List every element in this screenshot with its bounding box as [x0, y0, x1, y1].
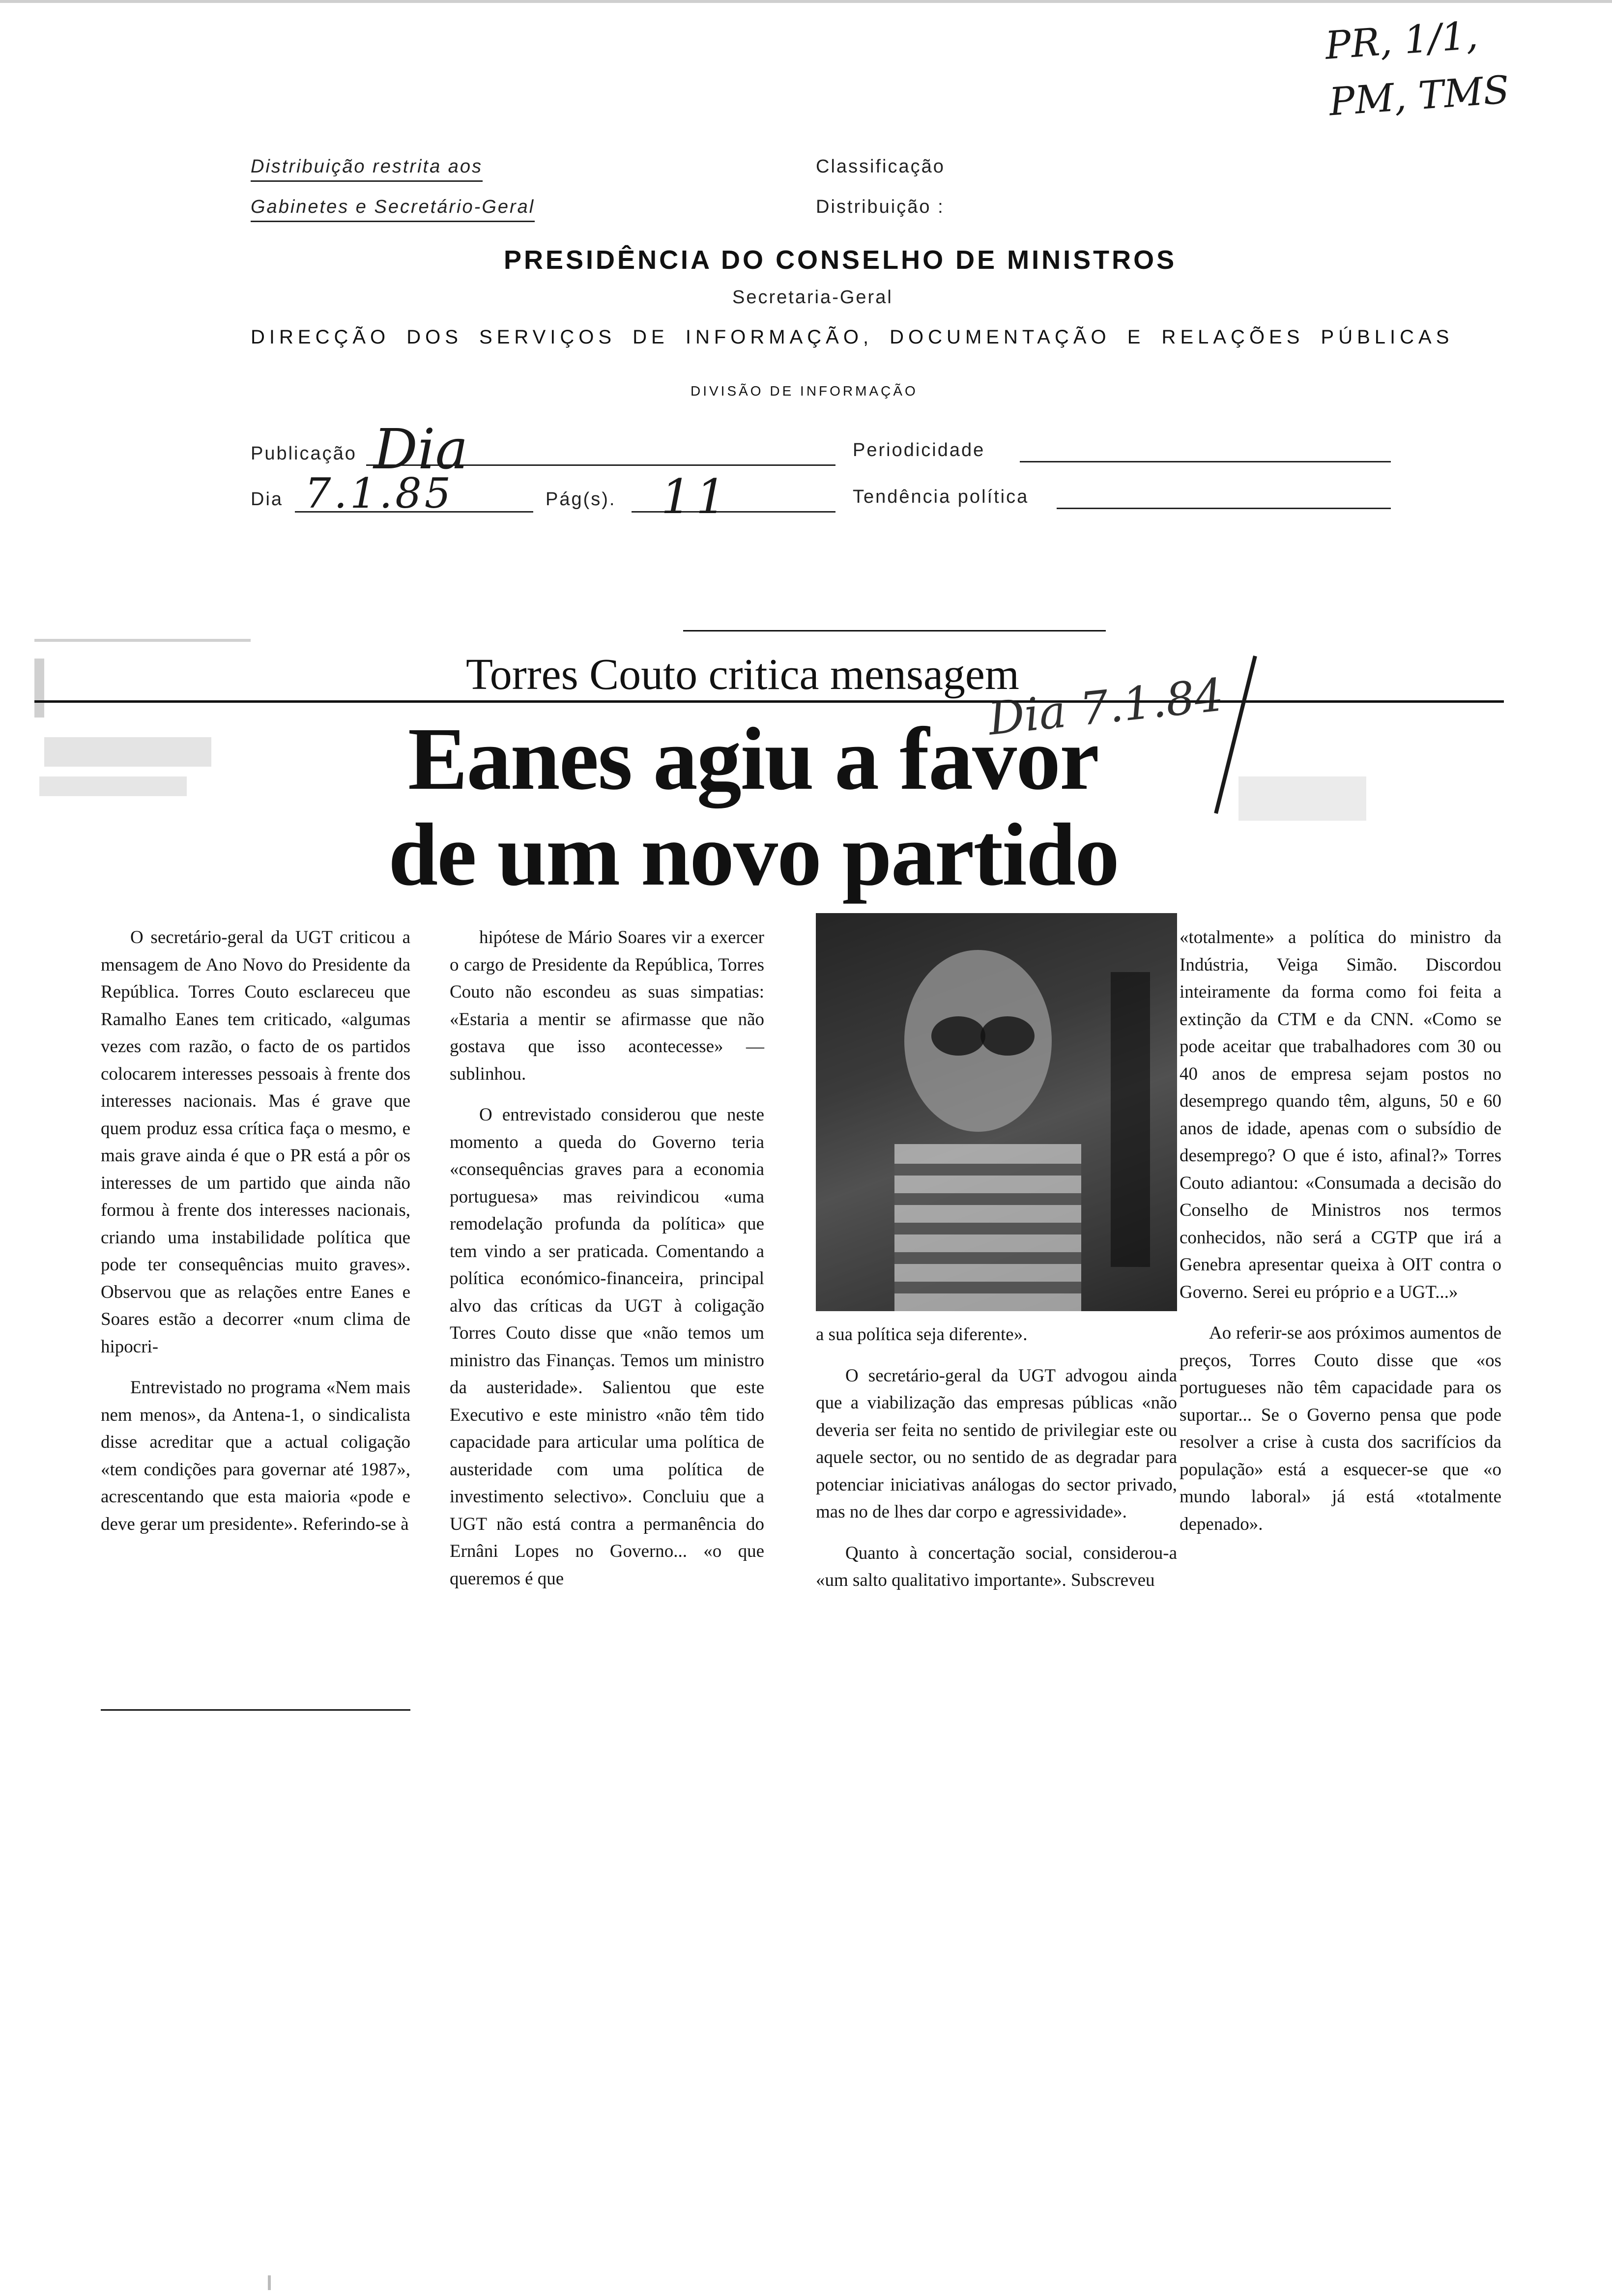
article-column-3 [816, 1321, 1177, 1594]
col2-paragraph: hipótese de Mário Soares vir a exercer o cargo de Presidente da República, Torres Couto não escondeu as suas simpatias: «Estaria a mentir se afirmasse que não gostava que isso acontecesse» — sublinhou. [450, 927, 764, 1084]
scan-noise [34, 659, 44, 718]
headline-line-1: Eanes agiu a favor [408, 710, 1098, 808]
col3-paragraph: a sua política seja diferente». [816, 1324, 1028, 1345]
day-value: 7.1.85 [305, 469, 454, 517]
clipping-top-rule [683, 630, 1106, 631]
directorate-line: DIRECÇÃO DOS SERVIÇOS DE INFORMAÇÃO, DOCUMENTAÇÃO E RELAÇÕES PÚBLICAS [251, 326, 1454, 348]
article-column-2 [450, 924, 764, 1592]
distribution-restricted-line: Distribuição restrita aos [251, 156, 483, 182]
org-subtitle: Secretaria-Geral [732, 287, 893, 308]
article-column-4 [1180, 924, 1501, 1538]
kicker-underline-rule [34, 700, 1504, 703]
publication-value: Dia [374, 418, 468, 482]
scan-edge [0, 0, 1612, 3]
division-line: DIVISÃO DE INFORMAÇÃO [691, 383, 918, 399]
scan-noise [268, 2275, 271, 2290]
scan-noise [44, 737, 211, 767]
distribution-label: Distribuição : [816, 197, 945, 217]
scan-noise [1238, 776, 1366, 821]
classification-label: Classificação [816, 156, 945, 177]
periodicity-field-line [1020, 461, 1391, 462]
headline-line-2: de um novo partido [388, 805, 1119, 904]
tendency-field-line [1057, 508, 1391, 509]
distribution-cabinets-line: Gabinetes e Secretário-Geral [251, 197, 535, 222]
scan-noise [34, 639, 251, 642]
periodicity-label: Periodicidade [853, 440, 985, 460]
article-kicker: Torres Couto critica mensagem [466, 650, 1019, 699]
column-1-end-rule [101, 1709, 410, 1711]
col2-paragraph: O entrevistado considerou que neste momento a queda do Governo teria «consequências graves para a economia portuguesa» mas reivindicou «uma remodelação profunda da política» que tem vindo a ser praticada. Comentando a política económico-financeira, principal alvo das críticas da UGT à coligação Torres Couto disse que «não temos um ministro das Finanças. Temos um ministro da austeridade». Salientou que este Executivo e este ministro «não têm tido capacidade para articular uma política de austeridade com uma política de investimento selectivo». Concluiu que a UGT não está contra a permanência do Ernâni Lopes no Governo... «o que queremos é que [450, 1105, 764, 1589]
col1-paragraph: Entrevistado no programa «Nem mais nem menos», da Antena-1, o sindicalista disse acreditar que a actual coligação «tem condições para governar até 1987», acrescentando que esta maioria «pode e deve gerar um presidente». Referindo-se à [101, 1378, 410, 1534]
handwritten-routing-note: PR, 1/1, PM, TMS [1324, 13, 1511, 125]
handwritten-date-note: Dia 7.1.84 [985, 668, 1226, 746]
article-column-1 [101, 924, 410, 1538]
scan-noise [39, 776, 187, 796]
org-title: PRESIDÊNCIA DO CONSELHO DE MINISTROS [504, 245, 1177, 275]
col1-paragraph: O secretário-geral da UGT criticou a mensagem de Ano Novo do Presidente da República. Torres Couto esclareceu que Ramalho Eanes tem criticado, «algumas vezes com razão, o facto de os partidos colocarem interesses pessoais à frente dos interesses nacionais. Mas é grave que quem produz essa crítica faça o mesmo, e mais grave ainda é que o PR está a pôr os interesses de um partido que ainda não formou à frente dos interesses nacionais, criando uma instabilidade política que pode ter consequências muito graves». Observou que as relações entre Eanes e Soares estão a decorrer «num clima de hipocri- [101, 927, 410, 1357]
article-photo [816, 913, 1177, 1311]
col4-paragraph: Ao referir-se aos próximos aumentos de preços, Torres Couto disse que «os portugueses não têm capacidade para os suportar... Se o Governo pensa que pode resolver a crise à custa dos sacrifícios da população» está a esquecer-se que «o mundo laboral» já está «totalmente depenado». [1180, 1323, 1501, 1534]
day-label: Dia [251, 489, 284, 510]
publication-label: Publicação [251, 443, 357, 464]
pages-value: 11 [661, 469, 731, 524]
col4-paragraph: «totalmente» a política do ministro da Indústria, Veiga Simão. Discordou inteiramente da forma como foi feita a extinção da CTM e da CNN. «Como se pode aceitar que trabalhadores com 30 ou 40 anos de empresa sejam postos no desemprego quando têm, alguns, 50 e 60 anos de idade, apenas com o subsídio de desemprego? O que é isto, afinal?» Torres Couto adiantou: «Consumada a decisão do Conselho de Ministros nos termos conhecidos, não será a CGTP que irá a Genebra apresentar queixa à OIT contra o Governo. Serei eu próprio e a UGT...» [1180, 927, 1501, 1302]
portrait-silhouette-icon [816, 913, 1177, 1311]
col3-paragraph: Quanto à concertação social, considerou-a «um salto qualitativo importante». Subscreveu [816, 1543, 1177, 1590]
pages-label: Pág(s). [546, 489, 616, 510]
tendency-label: Tendência política [853, 487, 1029, 507]
col3-paragraph: O secretário-geral da UGT advogou ainda que a viabilização das empresas públicas «não deveria ser feita no sentido de privilegiar este ou aquele sector, ou no sentido de as degradar para potenciar iniciativas análogas do sector privado, mas no de lhes dar corpo e agressividade». [816, 1365, 1177, 1522]
